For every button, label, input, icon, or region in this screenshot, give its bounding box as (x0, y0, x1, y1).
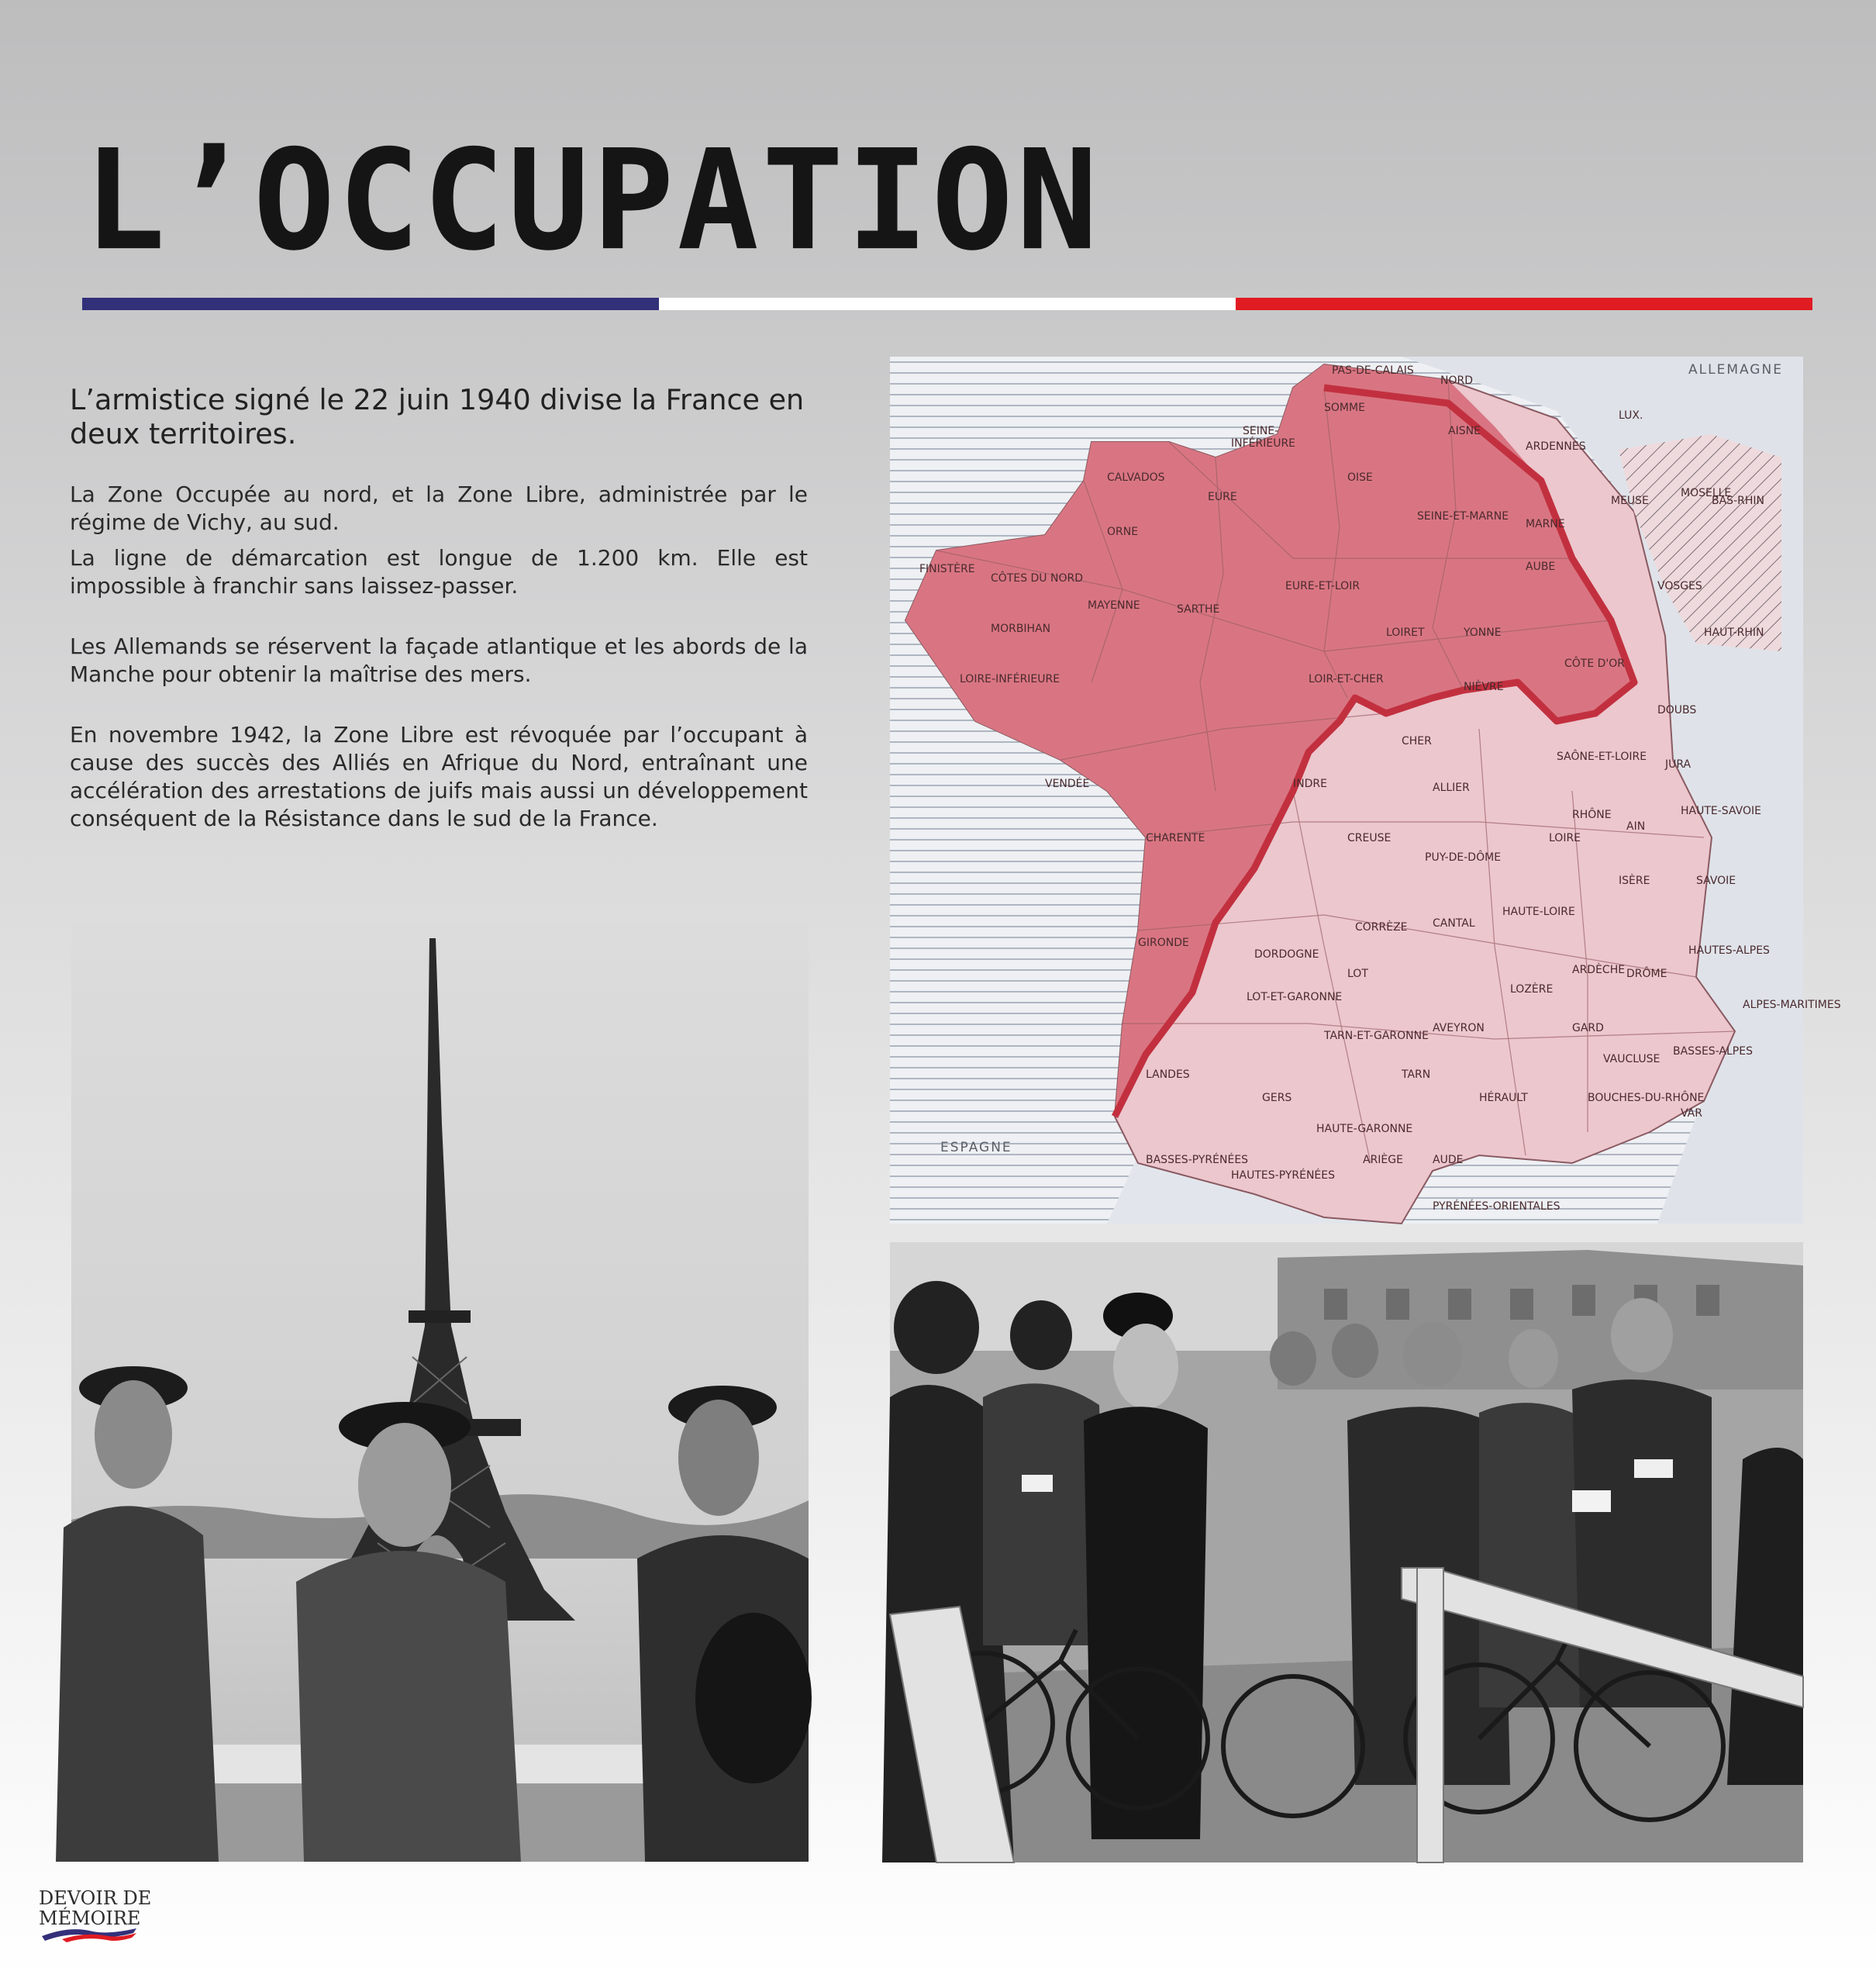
svg-text:GIRONDE: GIRONDE (1138, 937, 1189, 949)
svg-text:BASSES-ALPES: BASSES-ALPES (1673, 1045, 1753, 1058)
svg-text:HAUTE-GARONNE: HAUTE-GARONNE (1316, 1123, 1413, 1135)
svg-text:VAUCLUSE: VAUCLUSE (1603, 1053, 1660, 1065)
svg-text:SAÔNE-ET-LOIRE: SAÔNE-ET-LOIRE (1557, 751, 1647, 763)
intro-paragraph-zones: La Zone Occupée au nord, et la Zone Libre, administrée par le régime de Vichy, au sud. (70, 482, 808, 535)
svg-text:GERS: GERS (1262, 1092, 1292, 1104)
svg-text:ARDÈCHE: ARDÈCHE (1572, 964, 1626, 976)
svg-text:NIÈVRE: NIÈVRE (1464, 681, 1504, 693)
eiffel-photo-illustration (71, 923, 809, 1862)
svg-text:EURE: EURE (1208, 491, 1237, 503)
logo-line-2: MÉMOIRE (39, 1907, 141, 1929)
intro-paragraph-coast: Les Allemands se réservent la façade atlantique et les abords de la Manche pour obtenir la maîtrise des mers. (70, 633, 808, 687)
intro-text (70, 383, 808, 833)
svg-text:HAUTES-PYRÉNÉES: HAUTES-PYRÉNÉES (1231, 1169, 1335, 1182)
svg-text:HAUTE-LOIRE: HAUTE-LOIRE (1502, 906, 1575, 918)
svg-text:NORD: NORD (1440, 375, 1473, 387)
svg-text:INDRE: INDRE (1293, 778, 1327, 790)
svg-text:HAUT-RHIN: HAUT-RHIN (1704, 627, 1764, 639)
svg-text:LOIRE: LOIRE (1549, 832, 1581, 844)
svg-text:ORNE: ORNE (1107, 526, 1139, 538)
svg-text:EURE-ET-LOIR: EURE-ET-LOIR (1285, 580, 1360, 592)
svg-text:LOIRET: LOIRET (1386, 627, 1425, 639)
svg-text:OISE: OISE (1347, 471, 1373, 484)
svg-text:LOZÈRE: LOZÈRE (1510, 983, 1554, 996)
france-zones-map (890, 357, 1841, 1224)
svg-text:LOIR-ET-CHER: LOIR-ET-CHER (1309, 673, 1384, 685)
svg-text:TARN: TARN (1402, 1068, 1431, 1081)
svg-text:MAYENNE: MAYENNE (1088, 599, 1140, 612)
photo-eiffel-tower-officers (71, 923, 809, 1862)
photo-checkpoint-crowd (890, 1242, 1803, 1862)
svg-text:RHÔNE: RHÔNE (1572, 809, 1612, 821)
svg-text:GARD: GARD (1572, 1022, 1604, 1034)
svg-text:ISÈRE: ISÈRE (1619, 875, 1650, 887)
map-label-espagne: ESPAGNE (940, 1140, 1012, 1155)
svg-text:TARN-ET-GARONNE: TARN-ET-GARONNE (1324, 1030, 1429, 1042)
svg-text:AUDE: AUDE (1433, 1154, 1464, 1166)
svg-text:DOUBS: DOUBS (1657, 704, 1697, 716)
svg-text:HAUTES-ALPES: HAUTES-ALPES (1688, 944, 1770, 957)
tricolor-divider (82, 298, 1812, 310)
svg-text:CÔTE D'OR: CÔTE D'OR (1564, 658, 1626, 670)
svg-text:INFÉRIEURE: INFÉRIEURE (1231, 437, 1296, 450)
intro-lead: L’armistice signé le 22 juin 1940 divise la France en deux territoires. (70, 383, 805, 451)
svg-text:MEUSE: MEUSE (1611, 495, 1649, 507)
devoir-de-memoire-logo (39, 1887, 152, 1944)
svg-text:CALVADOS: CALVADOS (1107, 471, 1165, 484)
svg-text:LOT: LOT (1347, 968, 1368, 980)
svg-text:ARIÈGE: ARIÈGE (1363, 1154, 1403, 1166)
svg-text:ALPES-MARITIMES: ALPES-MARITIMES (1743, 999, 1841, 1011)
svg-text:VAR: VAR (1681, 1107, 1702, 1120)
svg-text:AUBE: AUBE (1526, 561, 1556, 573)
svg-text:VOSGES: VOSGES (1657, 580, 1702, 592)
svg-text:CORRÈZE: CORRÈZE (1355, 921, 1408, 934)
svg-text:ALLIER: ALLIER (1433, 782, 1470, 794)
svg-text:LOIRE-INFÉRIEURE: LOIRE-INFÉRIEURE (960, 673, 1060, 685)
svg-text:PYRÉNÉES-ORIENTALES: PYRÉNÉES-ORIENTALES (1433, 1200, 1560, 1213)
svg-text:SARTHE: SARTHE (1177, 603, 1220, 616)
svg-text:PAS-DE-CALAIS: PAS-DE-CALAIS (1332, 364, 1414, 377)
checkpoint-photo-illustration (890, 1242, 1803, 1862)
svg-text:CHARENTE: CHARENTE (1146, 832, 1205, 844)
svg-text:VENDÉE: VENDÉE (1045, 778, 1090, 790)
svg-text:CANTAL: CANTAL (1433, 917, 1475, 930)
svg-text:SEINE-: SEINE- (1243, 425, 1279, 437)
svg-text:BASSES-PYRÉNÉES: BASSES-PYRÉNÉES (1146, 1154, 1249, 1166)
svg-text:DRÔME: DRÔME (1626, 968, 1667, 980)
svg-text:ARDENNES: ARDENNES (1526, 440, 1586, 453)
svg-text:BOUCHES-DU-RHÔNE: BOUCHES-DU-RHÔNE (1588, 1092, 1705, 1104)
svg-text:MOSELLE: MOSELLE (1681, 487, 1732, 499)
flag-red-stripe (1236, 298, 1812, 310)
flag-blue-stripe (82, 298, 659, 310)
svg-text:SEINE-ET-MARNE: SEINE-ET-MARNE (1417, 510, 1509, 523)
svg-text:MORBIHAN: MORBIHAN (991, 623, 1051, 635)
svg-text:CHER: CHER (1402, 735, 1432, 747)
intro-paragraph-line: La ligne de démarcation est longue de 1.200 km. Elle est impossible à franchir sans laissez-passer. (70, 545, 808, 599)
svg-text:YONNE: YONNE (1464, 627, 1502, 639)
svg-text:AVEYRON: AVEYRON (1433, 1022, 1485, 1034)
page-title: L’OCCUPATION (84, 120, 1102, 282)
intro-paragraph-1942: En novembre 1942, la Zone Libre est révoquée par l’occupant à cause des succès des Alliés en Afrique du Nord, entraînant une accélération des arrestations de juifs mais aussi un développement conséquent de la Résistance dans le sud de la France. (70, 722, 808, 831)
map-demarcation-line (890, 357, 1841, 1224)
svg-text:BAS-RHIN: BAS-RHIN (1712, 495, 1764, 507)
svg-text:LANDES: LANDES (1146, 1068, 1190, 1081)
map-label-allemagne: ALLEMAGNE (1688, 362, 1783, 378)
svg-text:CÔTES DU NORD: CÔTES DU NORD (991, 572, 1084, 585)
svg-text:JURA: JURA (1665, 758, 1692, 771)
svg-text:PUY-DE-DÔME: PUY-DE-DÔME (1425, 851, 1502, 864)
svg-text:HÉRAULT: HÉRAULT (1479, 1092, 1528, 1104)
svg-text:MARNE: MARNE (1526, 518, 1565, 530)
svg-text:LOT-ET-GARONNE: LOT-ET-GARONNE (1247, 991, 1343, 1003)
svg-text:AIN: AIN (1626, 820, 1646, 833)
svg-text:AISNE: AISNE (1448, 425, 1481, 437)
svg-text:CREUSE: CREUSE (1347, 832, 1391, 844)
svg-text:SOMME: SOMME (1324, 402, 1365, 414)
svg-text:SAVOIE: SAVOIE (1696, 875, 1736, 887)
svg-text:FINISTÈRE: FINISTÈRE (919, 563, 975, 575)
map-label-lux: LUX. (1619, 409, 1643, 422)
svg-text:DORDOGNE: DORDOGNE (1254, 948, 1319, 961)
logo-line-1: DEVOIR DE (39, 1887, 152, 1909)
flag-white-stripe (659, 298, 1236, 310)
svg-text:HAUTE-SAVOIE: HAUTE-SAVOIE (1681, 805, 1761, 817)
